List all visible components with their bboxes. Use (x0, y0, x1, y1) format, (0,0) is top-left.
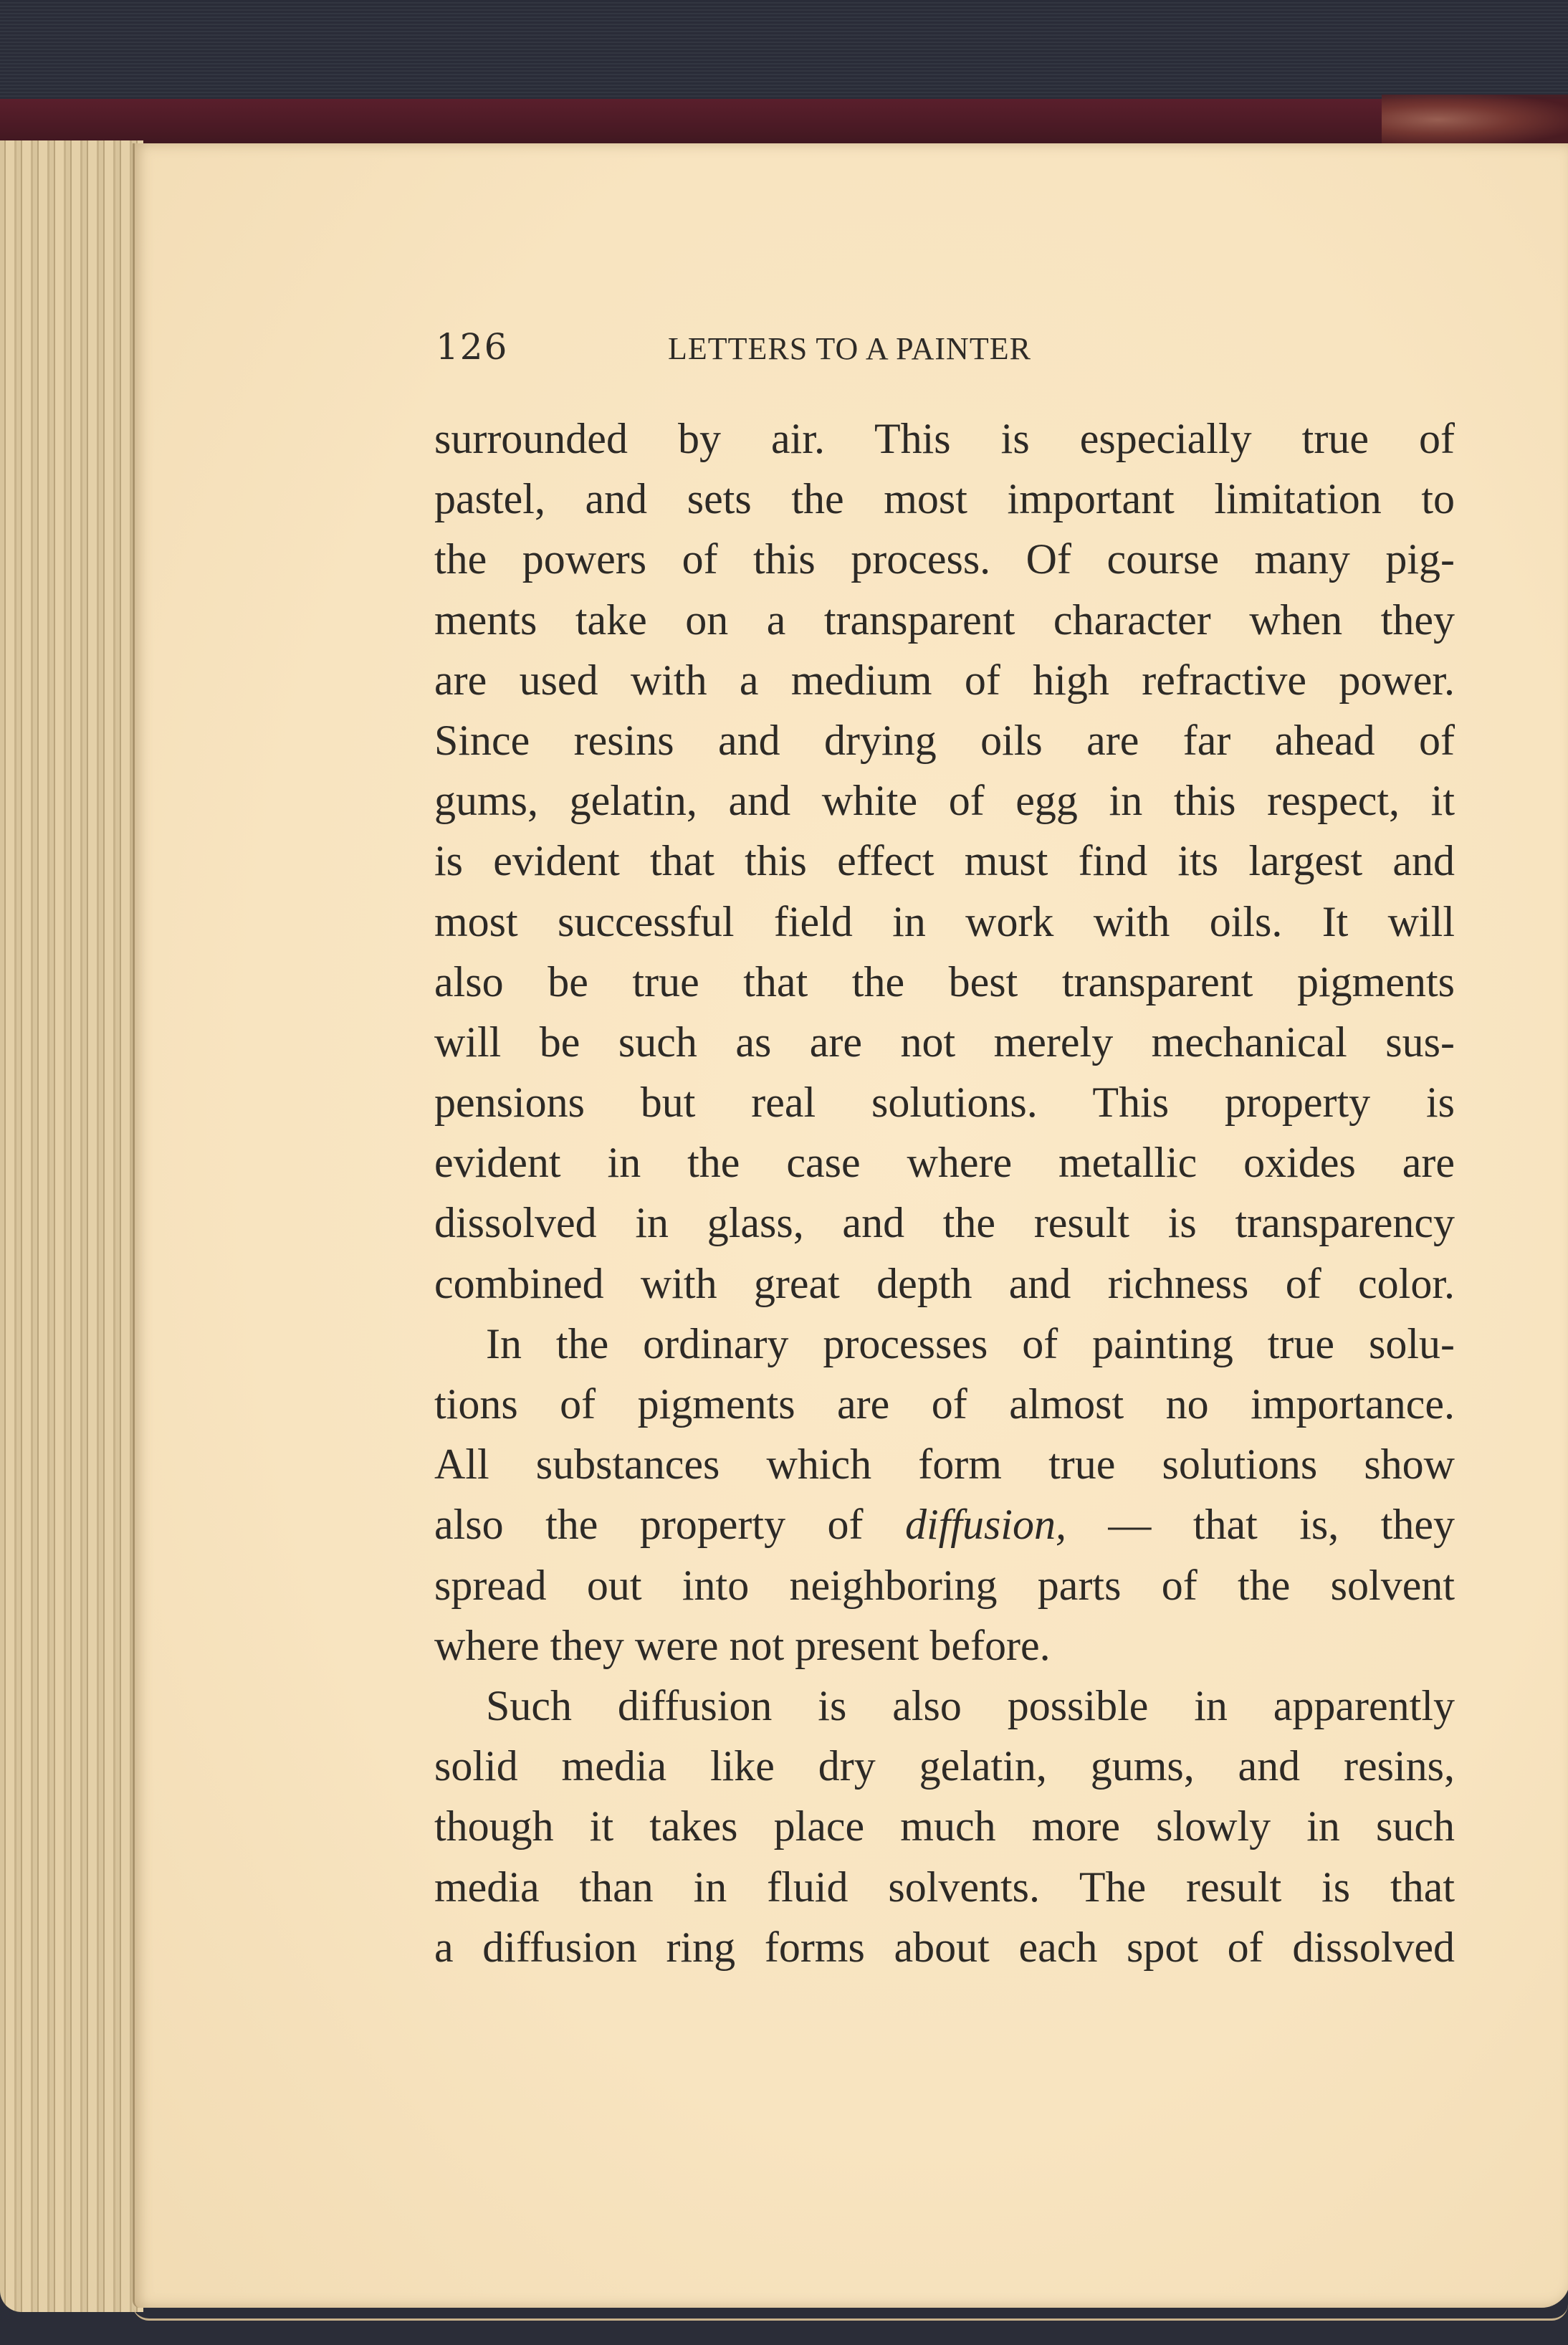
running-head (430, 326, 1455, 376)
text-line: solid media like dry gelatin, gums, and resins, (434, 1742, 1455, 1790)
paragraph-3 (434, 1676, 1455, 1977)
text-line: pensions but real solutions. This property is (434, 1079, 1455, 1127)
italic-term: diffusion, (904, 1501, 1066, 1549)
text-line: a diffusion ring forms about each spot of dissolved (434, 1923, 1455, 1971)
running-title: LETTERS TO A PAINTER (668, 331, 1031, 366)
text-line: Since resins and drying oils are far ahead of (434, 716, 1455, 764)
text-line: the powers of this process. Of course many pig- (434, 535, 1455, 583)
paragraph-2 (434, 1314, 1455, 1676)
text-line: are used with a medium of high refractive power. (434, 656, 1455, 704)
text-line: will be such as are not merely mechanical sus- (434, 1018, 1455, 1066)
text-line: spread out into neighboring parts of the solvent (434, 1561, 1455, 1609)
text-line: In the ordinary processes of painting true solu- (486, 1319, 1455, 1367)
book-spine-band (0, 99, 1568, 145)
text-line: ments take on a transparent character when they (434, 596, 1455, 644)
page-bottom-edges (133, 2304, 1568, 2321)
frayed-binding-edge (1382, 95, 1568, 145)
paragraph-1 (434, 409, 1455, 1314)
text-line: tions of pigments are of almost no importance. (434, 1380, 1455, 1428)
text-line: dissolved in glass, and the result is transparency (434, 1199, 1455, 1247)
text-segment: — that is, they (1108, 1501, 1455, 1549)
text-line: combined with great depth and richness of color. (434, 1259, 1455, 1307)
text-line-with-italic (434, 1494, 1455, 1554)
text-line: is evident that this effect must find its largest and (434, 837, 1455, 885)
page-number: 126 (436, 326, 509, 368)
text-line: All substances which form true solutions show (434, 1441, 1455, 1489)
text-line: media than in fluid solvents. The result is that (434, 1863, 1455, 1911)
text-segment: also the property of (434, 1501, 864, 1549)
book-cover-cloth (0, 0, 1568, 108)
text-line: Such diffusion is also possible in apparently (486, 1681, 1455, 1729)
text-line: though it takes place much more slowly in such (434, 1802, 1455, 1850)
body-text (434, 409, 1455, 1977)
text-line: most successful field in work with oils. It will (434, 897, 1455, 945)
text-line: evident in the case where metallic oxides are (434, 1139, 1455, 1187)
text-line: where they were not present before. (434, 1621, 1051, 1669)
text-line: pastel, and sets the most important limitation to (434, 475, 1455, 523)
text-line: also be true that the best transparent pigments (434, 957, 1455, 1006)
page-stack-edges (0, 140, 143, 2312)
text-line: surrounded by air. This is especially true of (434, 415, 1455, 462)
text-line: gums, gelatin, and white of egg in this respect, it (434, 777, 1455, 825)
